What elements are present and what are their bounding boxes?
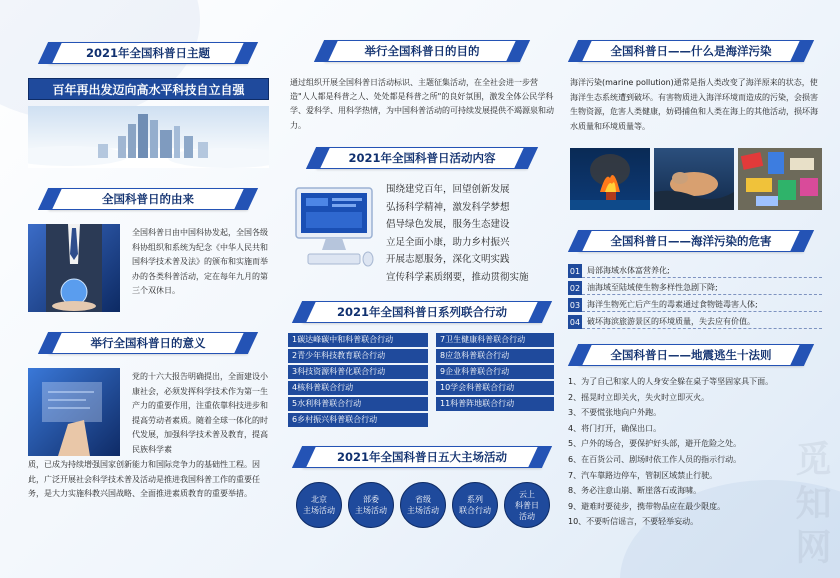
watermark-logo: 觅知网: [790, 440, 831, 572]
content-line: 倡导绿色发展，服务生态建设: [386, 219, 510, 231]
purpose-text: 通过组织开展全国科普日活动标识、主题征集活动，在全社会进一步营造"人人都是科普之人、处处都是科普之所"的良好氛围，激发全体公民学科学、爱科学、用科学热情，为中国科普活动的可持续发展提供不竭源泉和动力。: [290, 78, 554, 130]
theme-header: 2021年全国科普日主题: [48, 42, 248, 64]
quake-tips-list: [568, 374, 822, 530]
quake-tip: 3、不要慌张地向户外跑。: [568, 408, 662, 418]
theme-banner: 百年再出发迈向高水平科技自立自强: [28, 78, 269, 100]
origin-text: 全国科普日由中国科协发起，全国各级科协组织和系统为纪念《中华人民共和国科学技术普及法》的颁布和实施而举办的各类科普活动，定在每年九月的第三个双休日。: [132, 228, 268, 295]
plastic-waste-image: [738, 148, 822, 210]
activity-circle: 部委 主场活动: [348, 482, 394, 528]
businessman-globe-image: [28, 224, 120, 312]
series-item: 4核科普联合行动: [288, 381, 428, 395]
quake-tip: 6、在百货公司、剧场时依工作人员的指示行动。: [568, 454, 742, 464]
content-line: 立足全面小康，助力乡村振兴: [386, 236, 510, 248]
series-item: 6乡村振兴科普联合行动: [288, 413, 428, 427]
series-header: 2021年全国科普日系列联合行动: [302, 301, 542, 323]
series-item: 3科技资源科普化联合行动: [288, 365, 428, 379]
series-item: 7卫生健康科普联合行动: [436, 333, 554, 347]
column-middle: [288, 0, 556, 578]
quake-tip: 7、汽车靠路边停车，管制区域禁止行驶。: [568, 470, 718, 480]
harm-number: 04: [568, 315, 582, 329]
harm-number: 02: [568, 281, 582, 295]
oil-rig-fire-image: [570, 148, 650, 210]
meaning-header: 举行全国科普日的意义: [48, 332, 248, 354]
quake-tip: 5、户外的场合，要保护好头部，避开危险之处。: [568, 439, 742, 449]
purpose-header: 举行全国科普日的目的: [324, 40, 520, 62]
content-header: 2021年全国科普日活动内容: [316, 147, 528, 169]
series-item: 9企业科普联合行动: [436, 365, 554, 379]
series-item: 1碳达峰碳中和科普联合行动: [288, 333, 428, 347]
city-skyline-image: [28, 106, 269, 168]
quake-tip: 8、务必注意山崩、断崖落石或海啸。: [568, 486, 702, 496]
oil-spill-animal-image: [654, 148, 734, 210]
harm-label: 海洋生物死亡后产生的毒素通过食物链毒害人体;: [582, 298, 822, 312]
quake-tip: 2、摇晃时立即关火，失火时立即灭火。: [568, 392, 710, 402]
quake-tip: 1、为了自己和家人的人身安全躲在桌子等坚固家具下面。: [568, 377, 774, 386]
content-line: 弘扬科学精神，激发科学梦想: [386, 201, 510, 213]
meaning-text-right: 党的十六大报告明确提出，全面建设小康社会，必须发挥科学技术作为第一生产力的重要作用，注重依靠科技进步和提高劳动者素质。随着全球一体化的时代发展，加强科学技术普及教育，提高民族科学素: [132, 372, 268, 454]
pollution-text: 海洋污染(marine pollution)通常是指人类改变了海洋原来的状态，使海洋生态系统遭到破坏。有害物质进入海洋环境而造成的污染，会损害生物资源，危害人类健康，妨碍捕鱼和人类在海上的其他活动，损坏海水质量和环境质量等。: [570, 78, 818, 131]
computer-icon: [288, 178, 380, 270]
harm-item: [568, 264, 822, 278]
series-item: 8应急科普联合行动: [436, 349, 554, 363]
content-line: 围绕建党百年，回望创新发展: [386, 184, 510, 195]
harm-label: 局部海域水体富营养化;: [582, 264, 822, 278]
activity-circle: 省级 主场活动: [400, 482, 446, 528]
meaning-text-full: 质，已成为持续增强国家创新能力和国际竞争力的基础性工程。因此，广泛开展社会科学技术普及活动是推进我国科普工作的重要任务，是大力实施科教兴国战略、全面推进素质教育的重要举措。: [28, 460, 260, 498]
column-left: [20, 0, 272, 578]
quake-tip: 4、将门打开，确保出口。: [568, 423, 662, 433]
activity-circle: 北京 主场活动: [296, 482, 342, 528]
series-item: 10学会科普联合行动: [436, 381, 554, 395]
harm-label: 油海域至陆域使生物多样性急剧下降;: [582, 281, 822, 295]
quake-header: 全国科普日——地震逃生十法则: [578, 344, 804, 366]
harm-item: [568, 298, 822, 312]
harm-number: 01: [568, 264, 582, 278]
activity-circle: 云上 科普日 活动: [504, 482, 550, 528]
harm-item: [568, 315, 822, 329]
series-item: 2青少年科技教育联合行动: [288, 349, 428, 363]
content-line: 开展志愿服务，深化文明实践: [386, 254, 510, 266]
main-activity-header: 2021年全国科普日五大主场活动: [302, 446, 542, 468]
content-lines: [386, 181, 556, 287]
harm-label: 破坏海滨旅游景区的环境质量，失去应有价值。: [582, 315, 822, 329]
activity-circle: 系列 联合行动: [452, 482, 498, 528]
harm-header: 全国科普日——海洋污染的危害: [578, 230, 804, 252]
column-right: [568, 0, 822, 578]
harm-number: 03: [568, 298, 582, 312]
content-line: 宣传科学素质纲要，推动贯彻实施: [386, 271, 529, 283]
harm-item: [568, 281, 822, 295]
hand-tech-image: [28, 368, 120, 456]
quake-tip: 10、不要听信谣言，不要轻举妄动。: [568, 517, 699, 527]
series-item: 11科普阵地联合行动: [436, 397, 554, 411]
origin-header: 全国科普日的由来: [48, 188, 248, 210]
series-item: 5水利科普联合行动: [288, 397, 428, 411]
pollution-header: 全国科普日——什么是海洋污染: [578, 40, 804, 62]
quake-tip: 9、避难时要徒步，携带物品应在最少限度。: [568, 501, 726, 511]
